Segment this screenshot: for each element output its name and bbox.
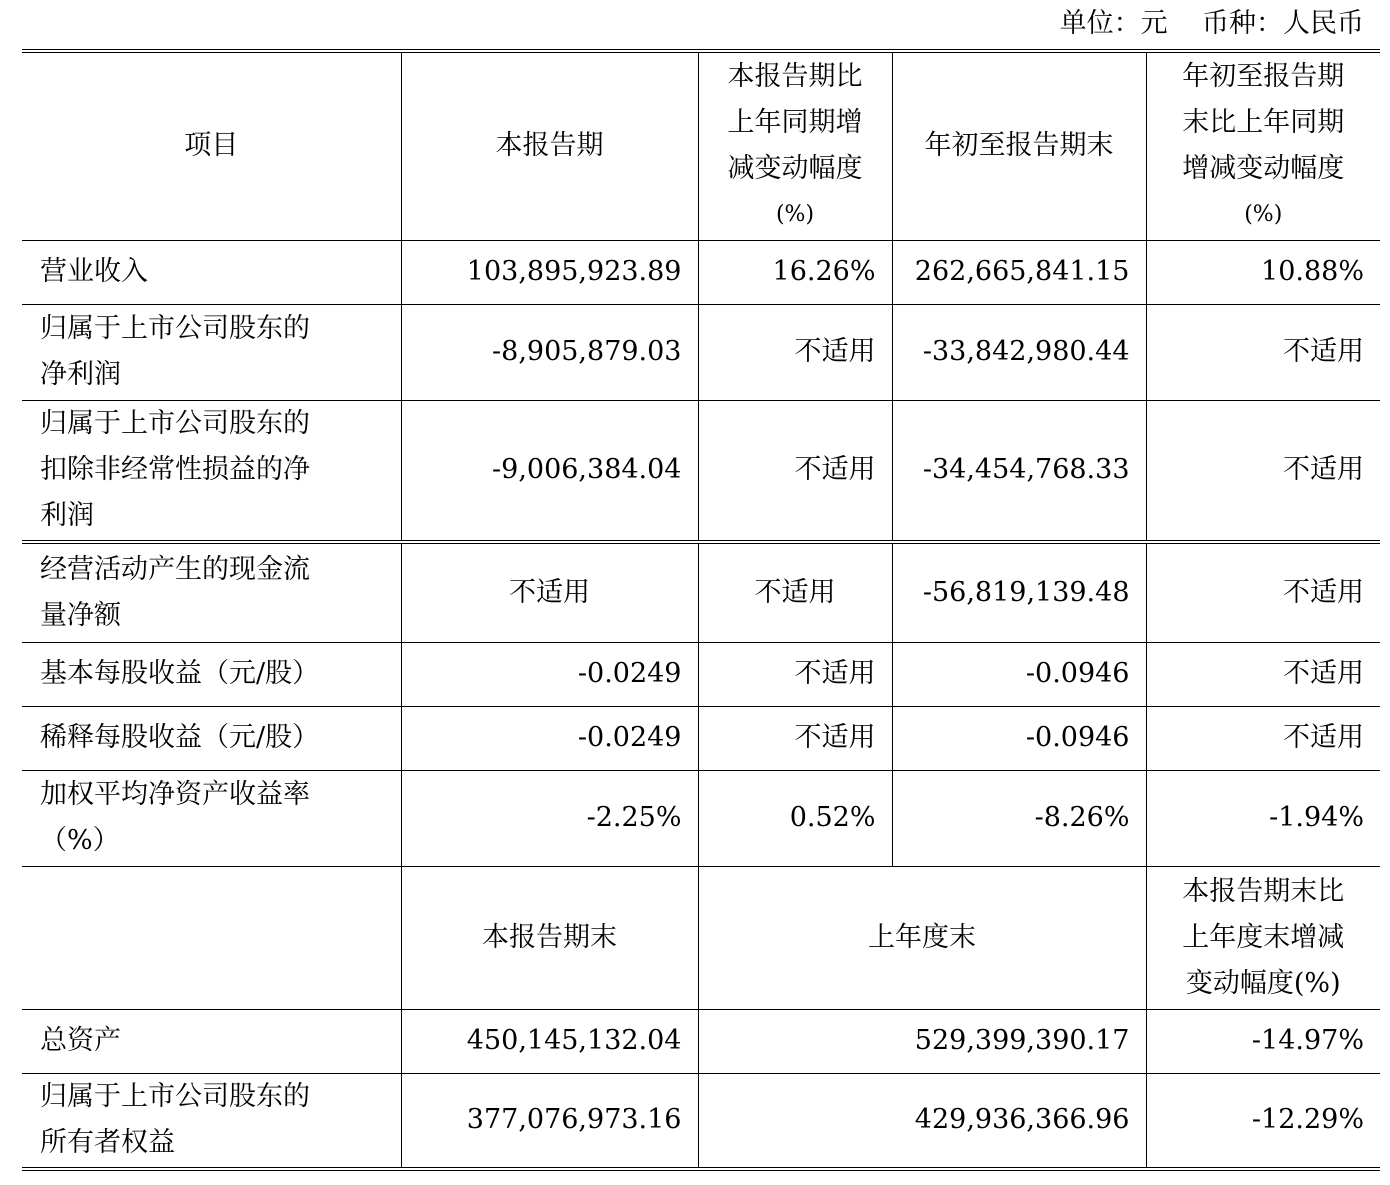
current-change-value: 不适用 xyxy=(698,400,892,542)
balance-header-prior-year-end: 上年度末 xyxy=(698,866,1146,1009)
table-row xyxy=(22,400,1380,542)
table-row xyxy=(22,1073,1380,1169)
ytd-value: -8.26% xyxy=(892,770,1146,866)
current-change-value: 16.26% xyxy=(698,240,892,304)
current-change-value: 不适用 xyxy=(698,642,892,706)
currency-unit-note: 单位：元 币种：人民币 xyxy=(1059,8,1364,39)
current-value: -0.0249 xyxy=(401,642,698,706)
current-value: 不适用 xyxy=(401,542,698,642)
period-end-value: 377,076,973.16 xyxy=(401,1073,698,1169)
prior-year-end-value: 529,399,390.17 xyxy=(698,1009,1146,1073)
header-current-period: 本报告期 xyxy=(401,51,698,240)
row-label: 归属于上市公司股东的 净利润 xyxy=(22,304,401,400)
row-label: 归属于上市公司股东的 所有者权益 xyxy=(22,1073,401,1169)
row-label: 营业收入 xyxy=(22,240,401,304)
table-row xyxy=(22,706,1380,770)
ytd-change-value: 不适用 xyxy=(1146,304,1380,400)
header-current-change: 本报告期比 上年同期增 减变动幅度 (%) xyxy=(698,51,892,240)
balance-change-value: -12.29% xyxy=(1146,1073,1380,1169)
ytd-change-value: 不适用 xyxy=(1146,642,1380,706)
ytd-change-value: 不适用 xyxy=(1146,706,1380,770)
ytd-change-value: 不适用 xyxy=(1146,400,1380,542)
balance-header-period-end: 本报告期末 xyxy=(401,866,698,1009)
ytd-value: -0.0946 xyxy=(892,706,1146,770)
current-value: -8,905,879.03 xyxy=(401,304,698,400)
row-label: 稀释每股收益（元/股） xyxy=(22,706,401,770)
current-change-value: 0.52% xyxy=(698,770,892,866)
balance-header-item xyxy=(22,866,401,1009)
balance-header-change: 本报告期末比 上年度末增减 变动幅度(%) xyxy=(1146,866,1380,1009)
row-label: 总资产 xyxy=(22,1009,401,1073)
table-header-row xyxy=(22,51,1380,240)
ytd-value: -56,819,139.48 xyxy=(892,542,1146,642)
ytd-value: -0.0946 xyxy=(892,642,1146,706)
ytd-change-value: -1.94% xyxy=(1146,770,1380,866)
header-ytd: 年初至报告期末 xyxy=(892,51,1146,240)
table-row xyxy=(22,304,1380,400)
row-label: 加权平均净资产收益率 （%） xyxy=(22,770,401,866)
row-label: 基本每股收益（元/股） xyxy=(22,642,401,706)
row-label: 经营活动产生的现金流 量净额 xyxy=(22,542,401,642)
balance-change-value: -14.97% xyxy=(1146,1009,1380,1073)
prior-year-end-value: 429,936,366.96 xyxy=(698,1073,1146,1169)
table-row xyxy=(22,1009,1380,1073)
ytd-value: -33,842,980.44 xyxy=(892,304,1146,400)
current-value: 103,895,923.89 xyxy=(401,240,698,304)
current-change-value: 不适用 xyxy=(698,542,892,642)
ytd-change-value: 10.88% xyxy=(1146,240,1380,304)
table-row xyxy=(22,542,1380,642)
balance-header-row xyxy=(22,866,1380,1009)
table-row xyxy=(22,642,1380,706)
row-label: 归属于上市公司股东的 扣除非经常性损益的净 利润 xyxy=(22,400,401,542)
current-change-value: 不适用 xyxy=(698,706,892,770)
current-value: -0.0249 xyxy=(401,706,698,770)
current-value: -2.25% xyxy=(401,770,698,866)
period-end-value: 450,145,132.04 xyxy=(401,1009,698,1073)
ytd-value: 262,665,841.15 xyxy=(892,240,1146,304)
ytd-value: -34,454,768.33 xyxy=(892,400,1146,542)
header-ytd-change: 年初至报告期 末比上年同期 增减变动幅度 (%) xyxy=(1146,51,1380,240)
table-row xyxy=(22,770,1380,866)
key-financial-data-table xyxy=(22,49,1380,1171)
current-value: -9,006,384.04 xyxy=(401,400,698,542)
header-item: 项目 xyxy=(22,51,401,240)
current-change-value: 不适用 xyxy=(698,304,892,400)
table-row xyxy=(22,240,1380,304)
ytd-change-value: 不适用 xyxy=(1146,542,1380,642)
